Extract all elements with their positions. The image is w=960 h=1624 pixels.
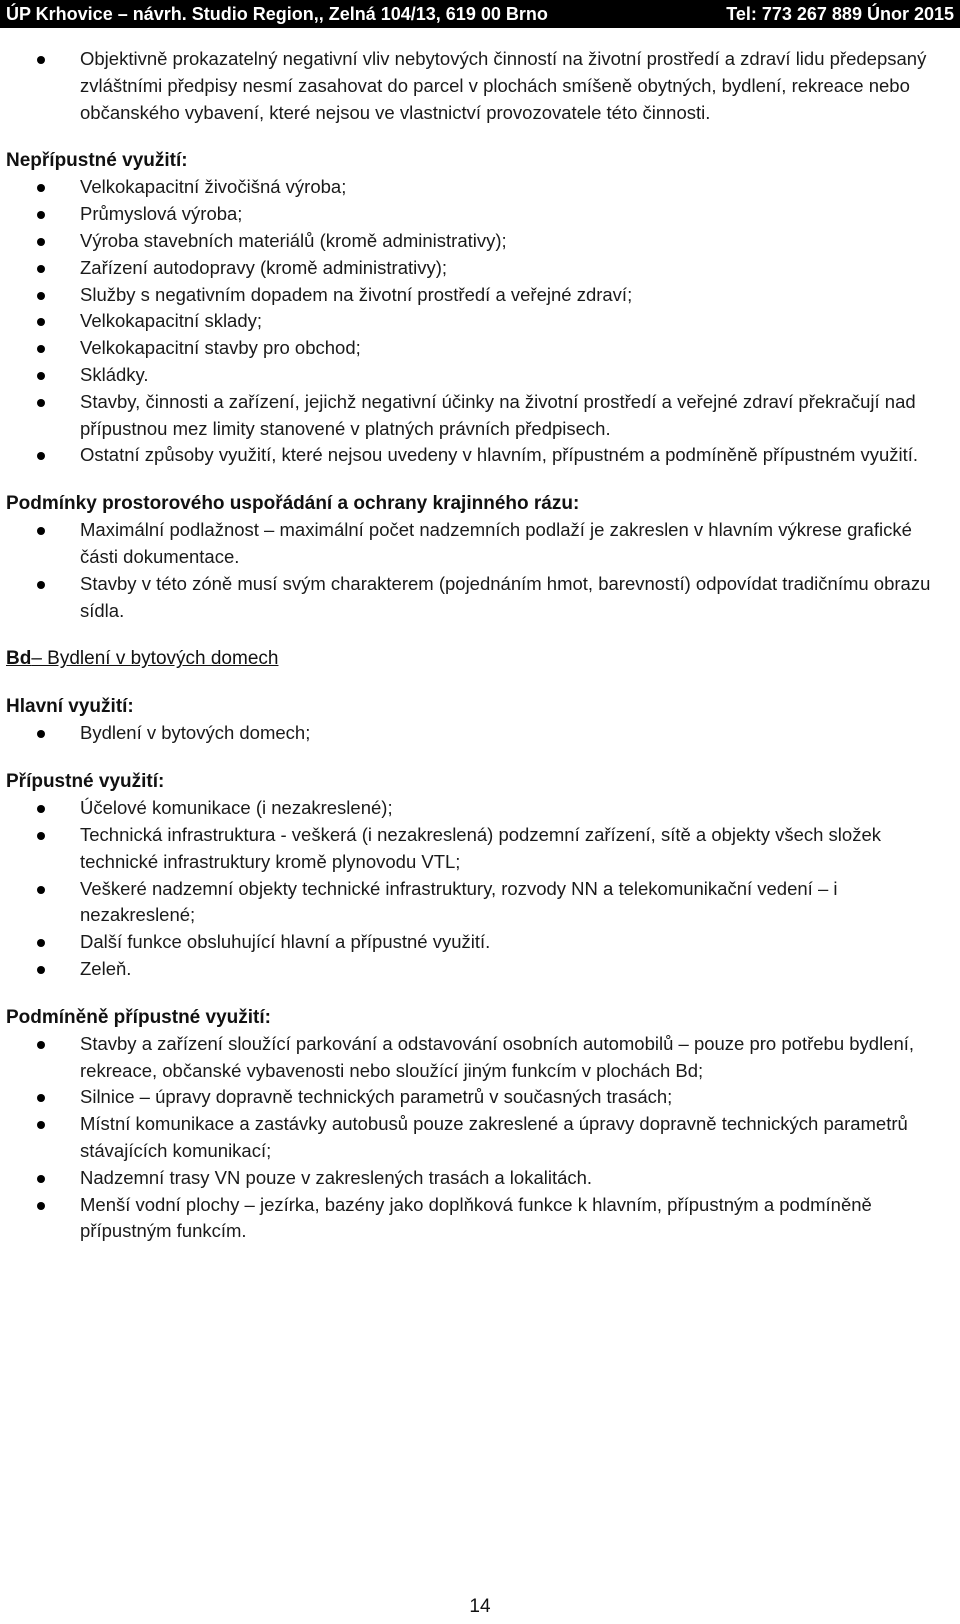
hlavni-section bbox=[6, 693, 940, 747]
section-heading-pripustne: Přípustné využití: bbox=[6, 771, 165, 793]
list-item: Účelové komunikace (i nezakreslené); bbox=[6, 795, 940, 822]
list-item: Veškeré nadzemní objekty technické infrastruktury, rozvody NN a telekomunikační vedení – i nezakreslené; bbox=[6, 876, 940, 930]
podminky-list bbox=[6, 517, 940, 624]
section-heading-neprip: Nepřípustné využití: bbox=[6, 150, 188, 172]
list-item: Velkokapacitní stavby pro obchod; bbox=[6, 335, 940, 362]
zone-title-section bbox=[6, 645, 940, 672]
list-item: Místní komunikace a zastávky autobusů pouze zakreslené a úpravy dopravně technických parametrů stávajících komunikací; bbox=[6, 1111, 940, 1165]
list-item: Stavby, činnosti a zařízení, jejichž negativní účinky na životní prostředí a veřejné zdraví překračují nad přípustnou mez limity stanovené v platných právních předpisech. bbox=[6, 389, 940, 443]
list-item: Nadzemní trasy VN pouze v zakreslených trasách a lokalitách. bbox=[6, 1165, 940, 1192]
document-body bbox=[0, 46, 960, 1266]
list-item: Maximální podlažnost – maximální počet nadzemních podlaží je zakreslen v hlavním výkrese grafické části dokumentace. bbox=[6, 517, 940, 571]
page-number: 14 bbox=[469, 1596, 491, 1617]
list-item: Objektivně prokazatelný negativní vliv nebytových činností na životní prostředí a zdraví lidu předepsaný zvláštními předpisy nesmí zasahovat do parcel v plochách smíšeně obytných, bydlení, rekreace nebo občanského vybavení, které nejsou ve vlastnictví provozovatele této činnosti. bbox=[6, 46, 940, 126]
podminene-list bbox=[6, 1031, 940, 1245]
zone-code: Bd bbox=[6, 648, 32, 670]
list-item: Další funkce obsluhující hlavní a přípustné využití. bbox=[6, 929, 940, 956]
list-item: Skládky. bbox=[6, 362, 940, 389]
zone-title bbox=[6, 645, 940, 672]
pripustne-list bbox=[6, 795, 940, 983]
list-item: Průmyslová výroba; bbox=[6, 201, 940, 228]
list-item: Stavby a zařízení sloužící parkování a odstavování osobních automobilů – pouze pro potřebu bydlení, rekreace, občanské vybavenosti nebo sloužící jiným funkcím v plochách Bd; bbox=[6, 1031, 940, 1085]
podminene-section bbox=[6, 1004, 940, 1245]
list-item: Zeleň. bbox=[6, 956, 940, 983]
section-heading-podminene: Podmíněně přípustné využití: bbox=[6, 1006, 271, 1028]
list-item: Silnice – úpravy dopravně technických parametrů v současných trasách; bbox=[6, 1084, 940, 1111]
neprip-section bbox=[6, 147, 940, 469]
section-heading-podminky: Podmínky prostorového uspořádání a ochrany krajinného rázu: bbox=[6, 493, 580, 515]
list-item: Velkokapacitní sklady; bbox=[6, 308, 940, 335]
neprip-list bbox=[6, 174, 940, 469]
list-item: Služby s negativním dopadem na životní prostředí a veřejné zdraví; bbox=[6, 282, 940, 309]
list-item: Bydlení v bytových domech; bbox=[6, 720, 940, 747]
intro-section bbox=[6, 46, 940, 126]
zone-name: – Bydlení v bytových domech bbox=[31, 648, 279, 670]
podminky-section bbox=[6, 490, 940, 624]
header-left-text: ÚP Krhovice – návrh. Studio Region,, Zelná 104/13, 619 00 Brno bbox=[6, 3, 548, 24]
header-right-text: Tel: 773 267 889 Únor 2015 bbox=[726, 3, 954, 24]
list-item: Technická infrastruktura - veškerá (i nezakreslená) podzemní zařízení, sítě a objekty všech složek technické infrastruktury kromě plynovodu VTL; bbox=[6, 822, 940, 876]
hlavni-list bbox=[6, 720, 940, 747]
pripustne-section bbox=[6, 768, 940, 983]
list-item: Výroba stavebních materiálů (kromě administrativy); bbox=[6, 228, 940, 255]
page-header bbox=[0, 0, 960, 28]
section-heading-hlavni: Hlavní využití: bbox=[6, 696, 134, 718]
list-item: Velkokapacitní živočišná výroba; bbox=[6, 174, 940, 201]
list-item: Ostatní způsoby využití, které nejsou uvedeny v hlavním, přípustném a podmíněně přípustném využití. bbox=[6, 442, 940, 469]
list-item: Stavby v této zóně musí svým charakterem (pojednáním hmot, barevností) odpovídat tradičnímu obrazu sídla. bbox=[6, 571, 940, 625]
list-item: Menší vodní plochy – jezírka, bazény jako doplňková funkce k hlavním, přípustným a podmíněně přípustným funkcím. bbox=[6, 1192, 940, 1246]
intro-list bbox=[6, 46, 940, 126]
list-item: Zařízení autodopravy (kromě administrativy); bbox=[6, 255, 940, 282]
